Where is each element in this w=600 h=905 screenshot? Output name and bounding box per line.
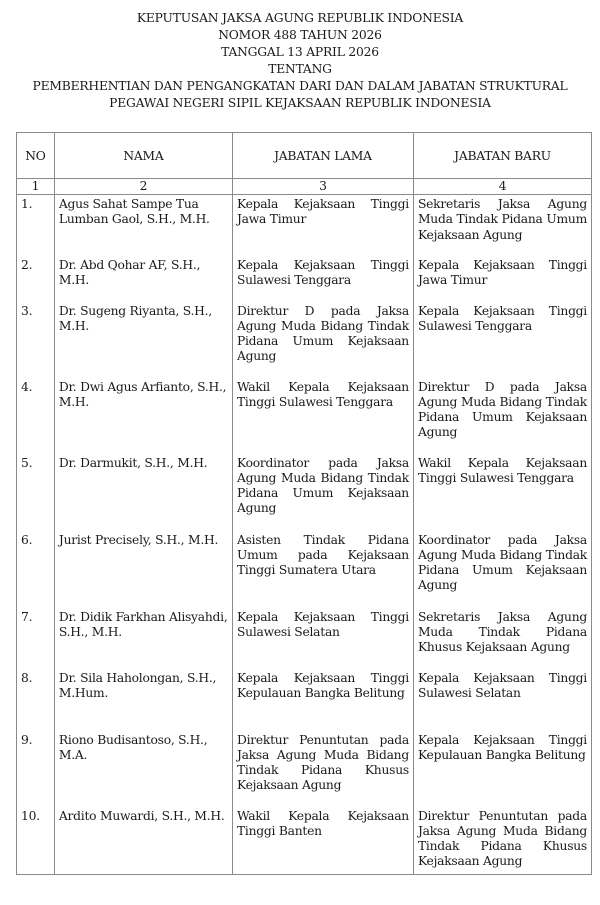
new-position: Kepala Kejaksaan Tinggi Sulawesi Selatan: [413, 669, 591, 731]
row-number: 5.: [17, 454, 55, 531]
previous-position: Koordinator pada Jaksa Agung Muda Bidang Tindak Pidana Umum Kejaksaan Agung: [232, 454, 413, 531]
table-row: [17, 608, 592, 669]
employee-name: Jurist Precisely, S.H., M.H.: [54, 531, 232, 608]
column-header-nama: NAMA: [54, 133, 232, 179]
new-position: Kepala Kejaksaan Tinggi Sulawesi Tenggara: [413, 302, 591, 378]
table-row: [17, 256, 592, 302]
decree-date: TANGGAL 13 APRIL 2026: [221, 45, 379, 59]
row-number: 7.: [17, 608, 55, 669]
row-number: 2.: [17, 256, 55, 302]
previous-position: Kepala Kejaksaan Tinggi Sulawesi Tenggara: [232, 256, 413, 302]
previous-position: Kepala Kejaksaan Tinggi Sulawesi Selatan: [232, 608, 413, 669]
new-position: Direktur Penuntutan pada Jaksa Agung Muda Bidang Tindak Pidana Khusus Kejaksaan Agung: [413, 807, 591, 875]
row-number: 10.: [17, 807, 55, 875]
employee-name: Dr. Sila Haholongan, S.H., M.Hum.: [54, 669, 232, 731]
row-number: 8.: [17, 669, 55, 731]
row-number: 9.: [17, 731, 55, 807]
previous-position: Direktur Penuntutan pada Jaksa Agung Muda Bidang Tindak Pidana Khusus Kejaksaan Agung: [232, 731, 413, 807]
row-number: 6.: [17, 531, 55, 608]
table-row: [17, 807, 592, 875]
table-row: [17, 669, 592, 731]
previous-position: Wakil Kepala Kejaksaan Tinggi Banten: [232, 807, 413, 875]
new-position: Kepala Kejaksaan Tinggi Jawa Timur: [413, 256, 591, 302]
previous-position: Wakil Kepala Kejaksaan Tinggi Sulawesi Tenggara: [232, 378, 413, 454]
column-header-no: NO: [17, 133, 55, 179]
row-number: 3.: [17, 302, 55, 378]
table-row: [17, 195, 592, 256]
column-header-jabatan-lama: JABATAN LAMA: [232, 133, 413, 179]
row-number: 1.: [17, 195, 55, 256]
table-row: [17, 731, 592, 807]
table-row: [17, 302, 592, 378]
employee-name: Agus Sahat Sampe Tua Lumban Gaol, S.H., M.H.: [54, 195, 232, 256]
employee-name: Dr. Dwi Agus Arfianto, S.H., M.H.: [54, 378, 232, 454]
decree-number: NOMOR 488 TAHUN 2026: [218, 28, 382, 42]
column-number: 2: [54, 179, 232, 195]
new-position: Direktur D pada Jaksa Agung Muda Bidang Tindak Pidana Umum Kejaksaan Agung: [413, 378, 591, 454]
previous-position: Direktur D pada Jaksa Agung Muda Bidang Tindak Pidana Umum Kejaksaan Agung: [232, 302, 413, 378]
decree-title: KEPUTUSAN JAKSA AGUNG REPUBLIK INDONESIA: [136, 11, 464, 25]
decree-subject-line2: PEGAWAI NEGERI SIPIL KEJAKSAAN REPUBLIK INDONESIA: [109, 96, 491, 110]
employee-name: Ardito Muwardi, S.H., M.H.: [54, 807, 232, 875]
table-row: [17, 378, 592, 454]
document-header: [0, 10, 600, 112]
new-position: Sekretaris Jaksa Agung Muda Tindak Pidana Khusus Kejaksaan Agung: [413, 608, 591, 669]
table-row: [17, 454, 592, 531]
appointment-table: [16, 132, 592, 875]
table-header-row: [17, 133, 592, 179]
new-position: Koordinator pada Jaksa Agung Muda Bidang Tindak Pidana Umum Kejaksaan Agung: [413, 531, 591, 608]
decree-about-label: TENTANG: [268, 62, 332, 76]
previous-position: Asisten Tindak Pidana Umum pada Kejaksaan Tinggi Sumatera Utara: [232, 531, 413, 608]
decree-subject-line1: PEMBERHENTIAN DAN PENGANGKATAN DARI DAN DALAM JABATAN STRUKTURAL: [32, 79, 568, 93]
employee-name: Dr. Abd Qohar AF, S.H., M.H.: [54, 256, 232, 302]
new-position: Sekretaris Jaksa Agung Muda Tindak Pidana Umum Kejaksaan Agung: [413, 195, 591, 256]
column-number-row: [17, 179, 592, 195]
employee-name: Dr. Darmukit, S.H., M.H.: [54, 454, 232, 531]
employee-name: Dr. Didik Farkhan Alisyahdi, S.H., M.H.: [54, 608, 232, 669]
column-header-jabatan-baru: JABATAN BARU: [413, 133, 591, 179]
new-position: Wakil Kepala Kejaksaan Tinggi Sulawesi Tenggara: [413, 454, 591, 531]
column-number: 1: [17, 179, 55, 195]
employee-name: Dr. Sugeng Riyanta, S.H., M.H.: [54, 302, 232, 378]
row-number: 4.: [17, 378, 55, 454]
previous-position: Kepala Kejaksaan Tinggi Jawa Timur: [232, 195, 413, 256]
new-position: Kepala Kejaksaan Tinggi Kepulauan Bangka Belitung: [413, 731, 591, 807]
previous-position: Kepala Kejaksaan Tinggi Kepulauan Bangka Belitung: [232, 669, 413, 731]
table-row: [17, 531, 592, 608]
column-number: 4: [413, 179, 591, 195]
employee-name: Riono Budisantoso, S.H., M.A.: [54, 731, 232, 807]
column-number: 3: [232, 179, 413, 195]
